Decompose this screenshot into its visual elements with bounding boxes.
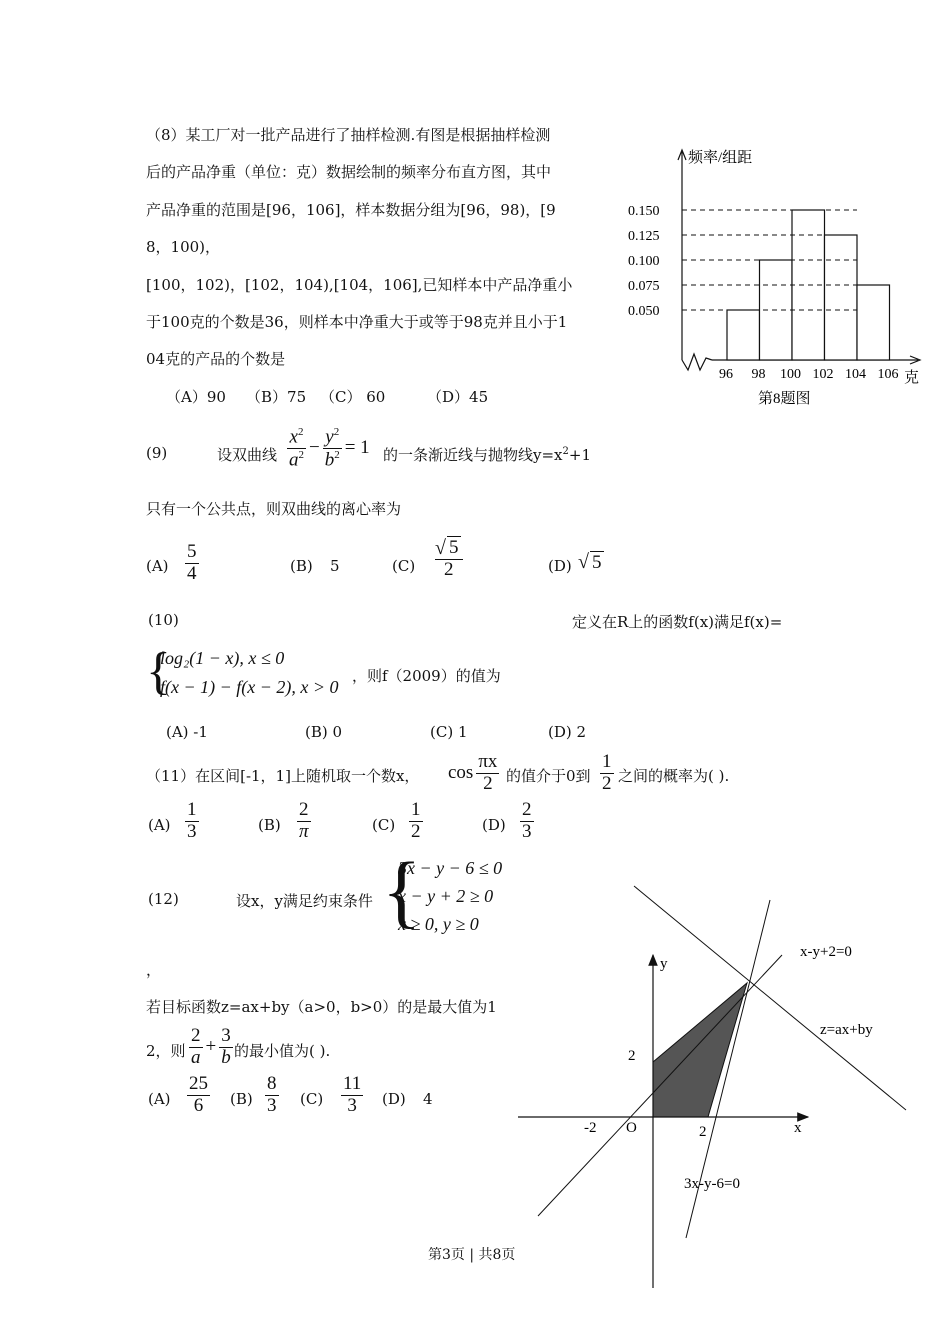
frac-den: 6	[193, 1094, 204, 1116]
frac-den: 3	[267, 1094, 277, 1116]
frac-num: x	[289, 426, 298, 448]
option-c: （C） 60	[320, 388, 386, 406]
option-a: (A) -1	[166, 723, 208, 741]
y-tick-label: 0.125	[628, 229, 660, 244]
radicand: 5	[449, 537, 459, 558]
x-axis-label: x	[794, 1120, 802, 1136]
q12-expression	[186, 1026, 236, 1069]
q12-line2-tail: 的最小值为( ).	[234, 1042, 331, 1060]
option-b-label: (B)	[230, 1090, 253, 1108]
line-x-minus-y-plus-2	[538, 955, 782, 1216]
histogram-figure	[620, 140, 930, 410]
frac-den: a	[289, 449, 299, 471]
option-b-value	[262, 1074, 282, 1117]
option-c-value	[432, 538, 466, 581]
label-line-1: x-y+2=0	[800, 944, 852, 960]
option-d-label: (D)	[382, 1090, 406, 1108]
frac-den: 2	[602, 772, 612, 794]
q11-text: 的值介于0到	[506, 767, 591, 785]
frac-num: 2	[522, 799, 532, 820]
frac-den: 2	[483, 772, 493, 794]
option-c-label: (C)	[300, 1090, 324, 1108]
x-tick-label: 106	[877, 367, 899, 382]
piecewise-case-1: log₂(1 − x), x ≤ 0	[160, 648, 285, 668]
piecewise-brace: {	[146, 643, 171, 700]
cos-fn: cos	[448, 761, 474, 783]
x-tick-label: 104	[845, 367, 866, 382]
q12-line2: 2，则	[146, 1042, 186, 1060]
option-b-value: 5	[330, 557, 340, 575]
q11-cos-expression	[448, 752, 502, 795]
option-c-value	[406, 800, 426, 843]
frac-den: 3	[187, 820, 197, 842]
y-tick-label: 0.050	[628, 304, 660, 319]
option-b: (B) 0	[305, 723, 343, 741]
q8-line: 04克的产品的个数是	[146, 350, 286, 368]
x-tick-label: 96	[719, 367, 733, 382]
frac-num: πx	[478, 751, 498, 772]
histogram-bar	[857, 285, 890, 360]
frac-den: 4	[187, 562, 197, 584]
frac-num: 2	[191, 1025, 201, 1046]
option-d-value	[580, 552, 604, 574]
origin-label: O	[626, 1120, 637, 1136]
frac-num: 1	[187, 799, 197, 820]
q8-line: （8）某工厂对一批产品进行了抽样检测.有图是根据抽样检测	[146, 126, 551, 144]
frac-num: 2	[297, 800, 311, 822]
q9-exp: 2	[562, 446, 569, 457]
q10-text-right: 定义在R上的函数f(x)满足f(x)=	[572, 613, 783, 631]
option-c-label: (C)	[372, 816, 396, 834]
equals-one: = 1	[344, 437, 370, 459]
axis-break-zigzag	[682, 354, 712, 370]
chart-xunit: 克	[904, 370, 920, 386]
chart-ylabel: 频率/组距	[688, 150, 753, 166]
q9-tail: +1	[568, 446, 592, 464]
q9-line2: 只有一个公共点，则双曲线的离心率为	[146, 500, 402, 518]
tick-x-2: 2	[699, 1124, 707, 1140]
q12-line1: 若目标函数z=ax+by（a>0，b>0）的是最大值为1	[146, 998, 497, 1016]
q11-text: 之间的概率为( ).	[618, 767, 730, 785]
q12-text: 设x，y满足约束条件	[236, 892, 373, 910]
plus-sign: +	[205, 1035, 217, 1057]
q12-number: (12)	[148, 890, 179, 908]
constraint-2: x − y + 2 ≥ 0	[398, 886, 494, 906]
frac-den: π	[299, 820, 309, 842]
label-objective: z=ax+by	[820, 1022, 873, 1038]
y-tick-label: 0.100	[628, 254, 660, 269]
option-c-value	[338, 1074, 366, 1117]
q9-hyperbola-equation: $\frac{x^2}{a^2}$ − $\frac{y^2}{b^2}$ = 1	[289, 426, 370, 471]
frac-num: y	[325, 426, 334, 448]
option-a-label: (A)	[148, 1090, 171, 1108]
frac-num: 3	[221, 1025, 231, 1046]
q9-text	[383, 444, 591, 465]
option-a-label: (A)	[148, 816, 171, 834]
x-tick-label: 102	[812, 367, 834, 382]
chart-caption: 第8题图	[758, 391, 811, 407]
frac-num: 5	[187, 541, 197, 562]
option-d-label: (D)	[482, 816, 506, 834]
option-c-label: (C)	[392, 557, 416, 575]
x-tick-label: 100	[780, 367, 801, 382]
frac-num: 1	[602, 751, 612, 772]
page-footer: 第3页 | 共8页	[428, 1247, 516, 1263]
frac-den: 3	[347, 1094, 357, 1116]
q8-line: 8，100)，	[146, 238, 221, 256]
constraint-brace: {	[382, 845, 422, 936]
tick-neg2: -2	[584, 1120, 597, 1136]
frac-num: 11	[343, 1073, 362, 1094]
q11-text: （11）在区间[-1，1]上随机取一个数x，	[146, 767, 420, 785]
constraint-3: x ≥ 0, y ≥ 0	[398, 914, 479, 934]
feasible-region-graph	[510, 870, 930, 1290]
frac-num: 25	[189, 1073, 208, 1094]
q11-half	[597, 752, 617, 795]
option-d: (D) 2	[548, 723, 587, 741]
option-a-value	[184, 1074, 213, 1117]
option-a: （A）90	[166, 388, 226, 406]
x-tick-label: 98	[751, 367, 766, 382]
label-line-3: 3x-y-6=0	[684, 1176, 740, 1192]
option-d-value: 4	[423, 1090, 433, 1108]
piecewise-case-2: f(x − 1) − f(x − 2), x > 0	[160, 677, 339, 697]
option-a-value	[182, 542, 202, 585]
q9-number: (9)	[146, 444, 168, 462]
option-d: （D）45	[427, 388, 489, 406]
frac-den: 3	[522, 820, 532, 842]
option-b-label: (B)	[290, 557, 313, 575]
y-tick-label: 0.075	[628, 279, 660, 294]
y-tick-label: 0.150	[628, 204, 660, 219]
q10-after: ，则f（2009）的值为	[352, 667, 501, 685]
option-b-label: (B)	[258, 816, 281, 834]
option-a-value	[182, 800, 202, 843]
radicand: 5	[592, 552, 602, 573]
q8-line: [100，102)，[102，104),[104，106],已知样本中产品净重小	[146, 276, 573, 294]
histogram-bar	[727, 310, 760, 360]
frac-den: 2	[411, 820, 421, 842]
q8-line: 于100克的个数是36，则样本中净重大于或等于98克并且小于1	[146, 313, 568, 331]
q8-line: 后的产品净重（单位：克）数据绘制的频率分布直方图，其中	[146, 163, 552, 181]
frac-den: b	[324, 449, 335, 471]
frac-num: 8	[267, 1073, 277, 1094]
option-a-label: (A)	[146, 557, 169, 575]
option-c: (C) 1	[430, 723, 468, 741]
frac-den: a	[191, 1046, 201, 1068]
frac-den: b	[221, 1046, 231, 1068]
constraint-1: 3x − y − 6 ≤ 0	[398, 858, 503, 878]
q9-text: 设双曲线	[217, 446, 278, 464]
option-b: （B）75	[246, 388, 307, 406]
q8-line: 产品净重的范围是[96，106]，样本数据分组为[96，98)，[9	[146, 201, 556, 219]
option-b-value	[294, 800, 314, 843]
histogram-bar	[825, 235, 858, 360]
frac-num: 1	[411, 799, 421, 820]
q12-comma: ，	[146, 961, 162, 979]
option-d-label: (D)	[548, 557, 572, 575]
frac-den: 2	[444, 558, 454, 580]
option-d-value	[517, 800, 537, 843]
tick-y-2: 2	[628, 1048, 636, 1064]
y-axis-label: y	[660, 956, 668, 972]
q9-post: 的一条渐近线与抛物线y=x	[383, 446, 563, 464]
q10-number: (10)	[148, 611, 179, 629]
